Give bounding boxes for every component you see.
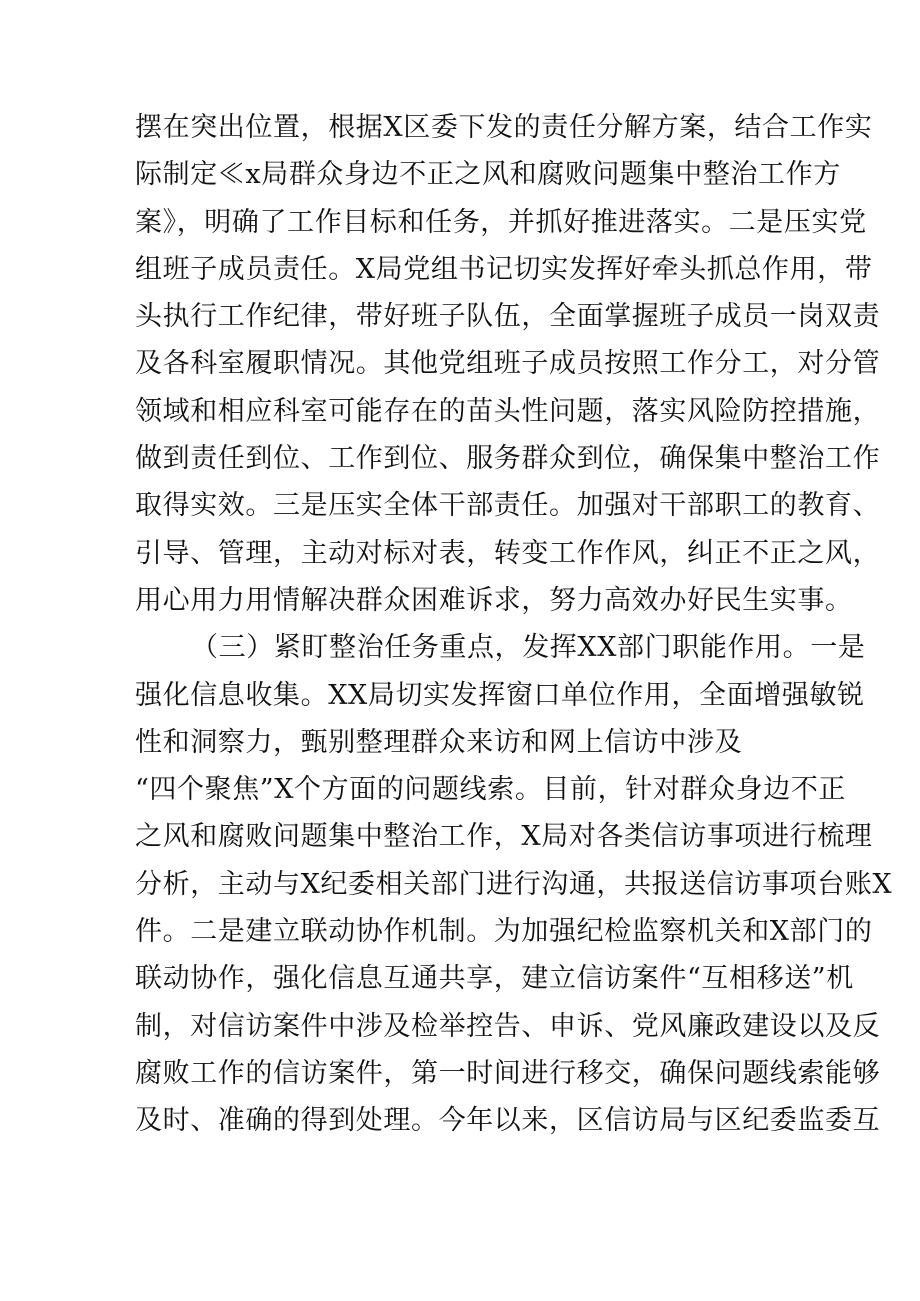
text-line: 制，对信访案件中涉及检举控告、申诉、党风廉政建设以及反 [135, 1010, 881, 1042]
text-line: 领域和相应科室可能存在的苗头性问题，落实风险防控措施， [135, 395, 881, 427]
text-line: 取得实效。三是压实全体干部责任。加强对干部职工的教育、 [135, 490, 881, 522]
text-line: 分析，主动与X纪委相关部门进行沟通，共报送信访事项台账X [135, 868, 893, 900]
body-text [0, 104, 920, 1145]
text-line: 做到责任到位、工作到位、服务群众到位，确保集中整治工作 [135, 443, 881, 475]
text-line: “四个聚焦”X个方面的问题线索。目前，针对群众身边不正 [135, 774, 847, 806]
text-line: 头执行工作纪律，带好班子队伍，全面掌握班子成员一岗双责 [135, 301, 881, 333]
text-line: 腐败工作的信访案件，第一时间进行移交，确保问题线索能够 [135, 1057, 881, 1089]
text-line: 引导、管理，主动对标对表，转变工作作风，纠正不正之风， [135, 537, 881, 569]
text-line: 际制定≪x局群众身边不正之风和腐败问题集中整治工作方 [135, 159, 841, 191]
text-line: 案》，明确了工作目标和任务，并抓好推进落实。二是压实党 [135, 206, 867, 238]
text-line: 强化信息收集。XX局切实发挥窗口单位作用，全面增强敏锐 [135, 679, 865, 711]
text-line: 件。二是建立联动协作机制。为加强纪检监察机关和X部门的 [135, 916, 873, 948]
section-heading-line: （三）紧盯整治任务重点，发挥XX部门职能作用。一是 [191, 632, 866, 664]
text-line: 组班子成员责任。X局党组书记切实发挥好牵头抓总作用，带 [135, 253, 873, 285]
text-line: 及时、准确的得到处理。今年以来，区信访局与区纪委监委互 [135, 1105, 881, 1137]
text-line: 摆在突出位置，根据X区委下发的责任分解方案，结合工作实 [135, 112, 873, 143]
text-line: 之风和腐败问题集中整治工作，X局对各类信访事项进行梳理 [135, 821, 873, 853]
text-line: 联动协作，强化信息互通共享，建立信访案件“互相移送”机 [135, 963, 854, 995]
text-line: 性和洞察力，甄别整理群众来访和网上信访中涉及 [135, 726, 743, 758]
text-line: 及各科室履职情况。其他党组班子成员按照工作分工，对分管 [135, 348, 881, 380]
text-line: 用心用力用情解决群众困难诉求，努力高效办好民生实事。 [135, 584, 853, 616]
